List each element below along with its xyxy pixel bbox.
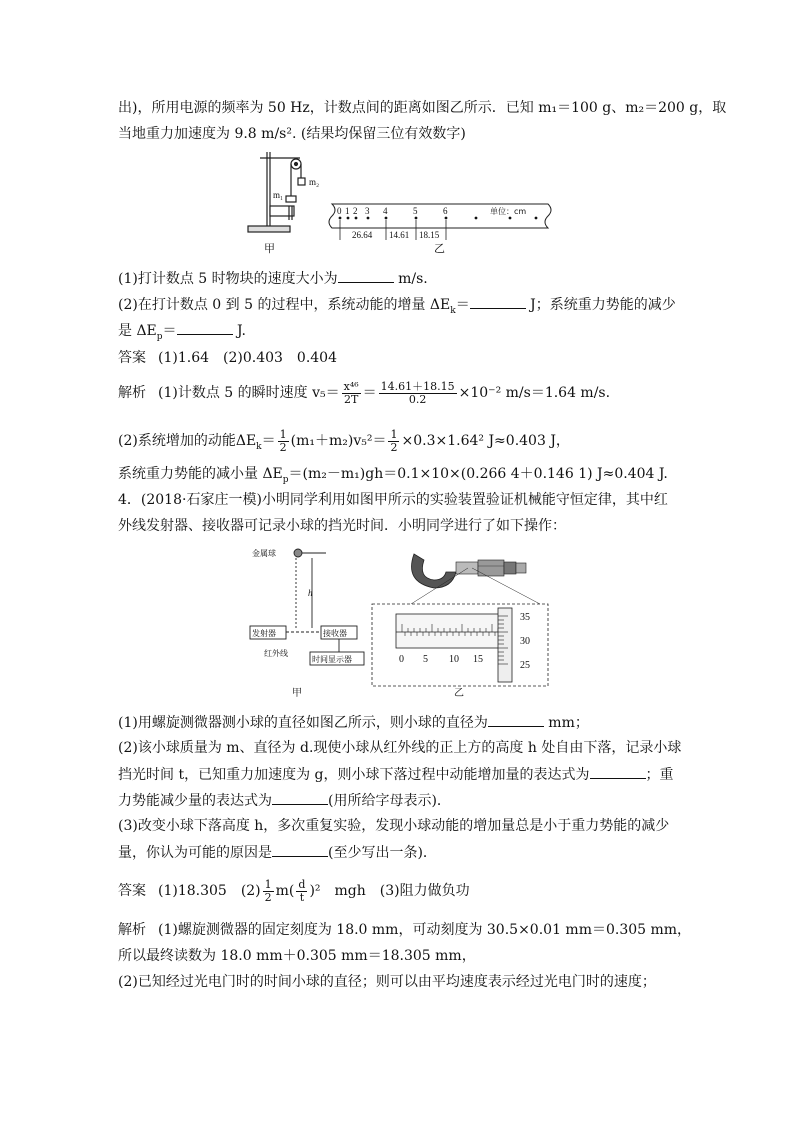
answer-text: m( xyxy=(275,883,295,899)
q4-part3-line1: (3)改变小球下落高度 h，多次重复实验，发现小球动能的增加量总是小于重力势能的减少 xyxy=(118,818,670,834)
analysis-3-line3 xyxy=(118,464,668,490)
thimble-30: 30 xyxy=(520,636,530,647)
analysis-label: 解析 xyxy=(118,385,146,401)
tape-point-5: 5 xyxy=(413,206,418,216)
distance-1: 26.64 xyxy=(352,230,373,240)
fraction-numerator: 1 xyxy=(279,427,287,441)
ball-label: 金属球 xyxy=(252,549,276,558)
fraction-numerator: 1 xyxy=(264,877,272,891)
main-scale-0: 0 xyxy=(399,654,404,665)
q4-part2-text-3: 力势能减少量的表达式为 xyxy=(118,793,272,809)
figure-2 xyxy=(246,544,556,704)
q4-part3-line2 xyxy=(118,842,437,863)
fraction xyxy=(278,429,289,454)
fraction-denominator: 2 xyxy=(390,440,398,454)
fraction-denominator: 2 xyxy=(264,890,272,904)
distance-3: 18.15 xyxy=(419,230,440,240)
q4-part1-unit: mm； xyxy=(548,715,589,731)
figure-1 xyxy=(240,148,560,254)
q3-part1-text: (1)打计数点 5 时物块的速度大小为 xyxy=(118,271,338,287)
equals-sign: ＝ xyxy=(261,433,276,449)
answer-blank xyxy=(338,268,394,283)
receiver-label: 接收器 xyxy=(323,629,347,638)
fraction-numerator: 14.61＋18.15 xyxy=(380,379,455,393)
infrared-label: 红外线 xyxy=(264,649,288,658)
fraction-numerator: 1 xyxy=(390,427,398,441)
analysis-4-line2: 所以最终读数为 18.0 mm＋0.305 mm＝18.305 mm， xyxy=(118,948,476,964)
q4-part2-line1: (2)该小球质量为 m、直径为 d.现使小球从红外线的正上方的高度 h 处自由下落，记录小球 xyxy=(118,740,682,756)
analysis-text: ×0.3×1.64² J≈0.403 J， xyxy=(401,433,570,449)
main-scale-5: 5 xyxy=(423,654,428,665)
q4-part2-line2 xyxy=(118,764,674,785)
micrometer-icon xyxy=(412,554,527,588)
tape-unit: 单位：cm xyxy=(490,207,527,216)
q4-part2-text-4: (用所给字母表示)． xyxy=(328,793,451,809)
subscript-k: k xyxy=(450,305,456,316)
height-label: h xyxy=(308,588,313,598)
analysis-3-line2 xyxy=(118,426,570,462)
analysis-label: 解析 xyxy=(118,922,146,938)
answer-label: 答案 xyxy=(118,350,146,366)
answer-label: 答案 xyxy=(118,883,146,899)
metal-ball xyxy=(294,549,302,557)
analysis-text: ＝(m₂－m₁)gh＝0.1×10×(0.266 4＋0.146 1) J≈0.404 J. xyxy=(288,466,668,482)
q3-part1 xyxy=(118,268,428,289)
answer-text: (1)1.64 (2)0.403 0.404 xyxy=(158,350,337,366)
q4-part3-text: 量，你认为可能的原因是 xyxy=(118,845,272,861)
q3-part2-text: (2)在打计数点 0 到 5 的过程中，系统动能的增量 ΔE xyxy=(118,297,451,313)
timer-label: 时间显示器 xyxy=(312,655,352,664)
answer-text: )² mgh (3)阻力做负功 xyxy=(309,883,470,899)
analysis-text: ×10⁻² m/s＝1.64 m/s. xyxy=(458,385,611,401)
q3-part2-text-2: J；系统重力势能的减少 xyxy=(530,297,676,313)
caption-yi-1: 乙 xyxy=(434,242,445,254)
tape-point-3: 3 xyxy=(365,206,370,216)
fraction-denominator: 0.2 xyxy=(408,392,427,406)
q4-line1: 4．(2018·石家庄一模)小明同学利用如图甲所示的实验装置验证机械能守恒定律，其中红 xyxy=(118,492,668,508)
drop-apparatus xyxy=(250,549,364,665)
q4-part2-line3 xyxy=(118,790,451,811)
subscript-k: k xyxy=(256,441,262,452)
fraction-denominator: t xyxy=(299,890,305,904)
tape-point-1: 1 xyxy=(345,206,350,216)
analysis-text: (m₁＋m₂)v₅²＝ xyxy=(290,433,387,449)
fraction xyxy=(263,879,274,904)
fraction xyxy=(296,879,307,904)
analysis-text: (2)系统增加的动能ΔE xyxy=(118,433,257,449)
fraction-denominator: 2T xyxy=(343,392,359,406)
subscript-p: p xyxy=(156,331,163,342)
q3-part1-unit: m/s. xyxy=(398,271,428,287)
answer-blank xyxy=(590,764,646,779)
q4-line2: 外线发射器、接收器可记录小球的挡光时间．小明同学进行了如下操作： xyxy=(118,518,566,534)
answer-blank xyxy=(177,320,233,335)
answer-blank xyxy=(272,790,328,805)
distance-2: 14.61 xyxy=(389,230,410,240)
fraction xyxy=(342,381,361,406)
q4-part2-text: 挡光时间 t，已知重力加速度为 g，则小球下落过程中动能增加量的表达式为 xyxy=(118,767,590,783)
q3-part2-line2 xyxy=(118,320,246,347)
q4-part1 xyxy=(118,712,589,733)
emitter-label: 发射器 xyxy=(252,629,276,638)
caption-yi-2: 乙 xyxy=(454,688,464,699)
tape-point-6: 6 xyxy=(443,206,448,216)
tape-point-2: 2 xyxy=(353,206,358,216)
intro-line-1: 出)，所用电源的频率为 50 Hz，计数点间的距离如图乙所示．已知 m₁＝100 g、m₂＝200 g，取 xyxy=(118,100,727,116)
q3-part2-text-3: 是 ΔE xyxy=(118,323,157,339)
analysis-3-line1 xyxy=(118,378,610,408)
answer-3 xyxy=(118,348,337,368)
subscript-p: p xyxy=(282,474,289,485)
label-m1: m₁ xyxy=(273,190,284,200)
main-scale-10: 10 xyxy=(449,654,459,665)
q3-part2-unit: J. xyxy=(237,323,246,339)
answer-4 xyxy=(118,876,470,906)
analysis-text: (1)螺旋测微器的固定刻度为 18.0 mm，可动刻度为 30.5×0.01 mm＝0.305 mm， xyxy=(158,922,692,938)
analysis-text: 系统重力势能的减小量 ΔE xyxy=(118,466,283,482)
fraction-numerator: d xyxy=(298,877,306,891)
analysis-4-line1 xyxy=(118,920,691,940)
q3-part2-line1 xyxy=(118,294,676,321)
caption-jia-2: 甲 xyxy=(292,688,302,699)
analysis-4-line3: (2)已知经过光电门时的时间小球的直径；则可以由平均速度表示经过光电门时的速度； xyxy=(118,974,656,990)
equals-sign: ＝ xyxy=(362,385,377,401)
q4-part2-text-2: ；重 xyxy=(645,767,674,783)
q4-part1-text: (1)用螺旋测微器测小球的直径如图乙所示，则小球的直径为 xyxy=(118,715,488,731)
answer-blank xyxy=(272,842,328,857)
fraction-numerator: x⁴⁶ xyxy=(343,379,359,393)
main-scale-15: 15 xyxy=(473,654,483,665)
fraction xyxy=(379,381,457,406)
tape-point-0: 0 xyxy=(337,206,342,216)
answer-blank xyxy=(470,294,526,309)
answer-blank xyxy=(488,712,544,727)
label-m2: m₂ xyxy=(309,177,320,187)
tape-point-4: 4 xyxy=(383,206,388,216)
caption-jia-1: 甲 xyxy=(264,242,275,254)
q4-part3-text-2: (至少写出一条)． xyxy=(328,845,437,861)
fraction-denominator: 2 xyxy=(279,440,287,454)
fraction xyxy=(388,429,399,454)
thimble-35: 35 xyxy=(520,612,530,623)
intro-line-2: 当地重力加速度为 9.8 m/s². (结果均保留三位有效数字) xyxy=(118,126,466,142)
answer-text: (1)18.305 (2) xyxy=(158,883,261,899)
equals-sign: ＝ xyxy=(455,297,470,313)
analysis-text: (1)计数点 5 的瞬时速度 v₅＝ xyxy=(158,385,340,401)
thimble-25: 25 xyxy=(520,660,530,671)
equals-sign: ＝ xyxy=(162,323,177,339)
